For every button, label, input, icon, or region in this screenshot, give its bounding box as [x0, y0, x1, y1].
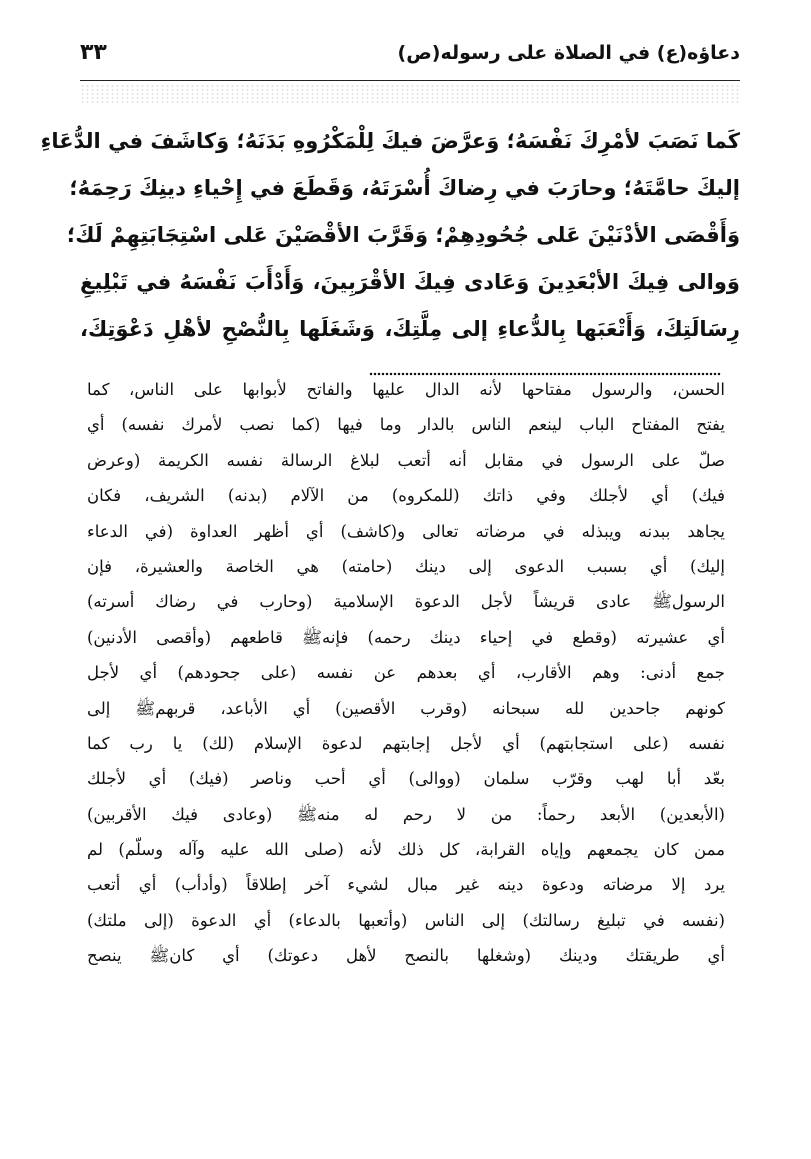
supplication-line: إليكَ حامَّتَهُ؛ وحارَبَ في رِضاكَ أُسْرَتَهُ، وَقَطَعَ في إِحْياءِ دينِكَ رَحِمَهُ؛ [69, 176, 740, 200]
commentary-line: فيك) أي لأجلك وفي ذاتك (للمكروه) من الآلام (بدنه) الشريف، فكان [87, 486, 725, 506]
commentary-line: أي عشيرته (وقطع في إحياء دينك رحمه) فإنهﷺ قاطعهم (وأقصى الأدنين) [87, 627, 725, 647]
commentary-line: الحسن، والرسول مفتاحها لأنه الدال عليها والفاتح لأبوابها على الناس، كما [87, 380, 725, 399]
commentary-text [87, 372, 725, 974]
commentary-line: يرد إلا مرضاته ودعوة دينه غير مبال لشيء آخر إطلاقاً (وأدأب) أي أتعب [87, 875, 725, 895]
commentary-line: كونهم جاحدين لله سبحانه (وقرب الأقصين) أي الأباعد، قربهمﷺ إلى [87, 698, 725, 718]
commentary-line: بعّد أبا لهب وقرّب سلمان (ووالى) أي أحب وناصر (فيك) أي لأجلك [87, 769, 725, 789]
chapter-title: دعاؤه(ع) في الصلاة على رسوله(ص) [397, 42, 740, 64]
supplication-line: وَوالى فِيكَ الأبْعَدِينَ وَعَادى فِيكَ الأقْرَبِينَ، وَأَدْأَبَ نَفْسَهُ في تَبْلِيغِ [80, 270, 740, 294]
commentary-line: صلّ على الرسول في مقابل أنه أتعب لبلاغ الرسالة نفسه الكريمة (وعرض [87, 450, 725, 470]
commentary-line: إليك) أي بسبب الدعوى إلى دينك (حامته) هي الخاصة والعشيرة، فإن [87, 556, 725, 576]
commentary-line: نفسه (على استجابتهم) أي لأجل إجابتهم لدعوة الإسلام (لك) يا رب كما [87, 733, 725, 753]
commentary-line: (نفسه في تبليغ رسالتك) إلى الناس (وأتعبها بالدعاء) أي الدعوة (إلى ملتك) [87, 910, 725, 930]
commentary-line: (الأبعدين) الأبعد رحماً: من لا رحم له منهﷺ (وعادى فيك الأقربين) [87, 804, 725, 824]
commentary-line: يجاهد ببدنه ويبذله في مرضاته تعالى و(كاشف) أي أظهر العداوة (في الدعاء [87, 521, 725, 541]
supplication-text [40, 118, 740, 353]
supplication-line: رِسَالَتِكَ، وَأَتْعَبَها بِالدُّعاءِ إلى مِلَّتِكَ، وَشَغَلَها بِالنُّصْحِ لأهْلِ دَعْوَتِكَ، [80, 317, 740, 341]
commentary-line: أي طريقتك ودينك (وشغلها بالنصح لأهل دعوتك) أي كانﷺ ينصح [87, 946, 725, 966]
page-number: ٣٣ [80, 40, 107, 65]
supplication-line: وَأَقْصَى الأدْنَيْنَ عَلى جُحُودِهِمْ؛ وَقَرَّبَ الأقْصَيْنَ عَلى اسْتِجَابَتِهِمْ لَكَ؛ [66, 223, 740, 247]
commentary-line: جمع أدنى: وهم الأقارب، أي بعدهم عن نفسه (على جحودهم) أي لأجل [87, 663, 725, 683]
commentary-line: يفتح المفتاح الباب لينعم الناس بالدار وما فيها (كما نصب لأمرك نفسه) أي [87, 415, 725, 435]
running-header [80, 40, 740, 81]
supplication-line: كَما نَصَبَ لأمْرِكَ نَفْسَهُ؛ وَعرَّضَ فيكَ لِلْمَكْرُوهِ بَدَنَهُ؛ وَكاشَفَ في الدُّعَاءِ [40, 129, 740, 153]
commentary-line: الرسولﷺ عادى قريشاً لأجل الدعوة الإسلامية (وحارب في رضاك أسرته) [87, 592, 725, 612]
header-ornament [80, 84, 740, 104]
commentary-line: ممن كان يجمعهم وإياه القرابة، كل ذلك لأنه (صلى الله عليه وآله وسلّم) لم [87, 840, 725, 860]
